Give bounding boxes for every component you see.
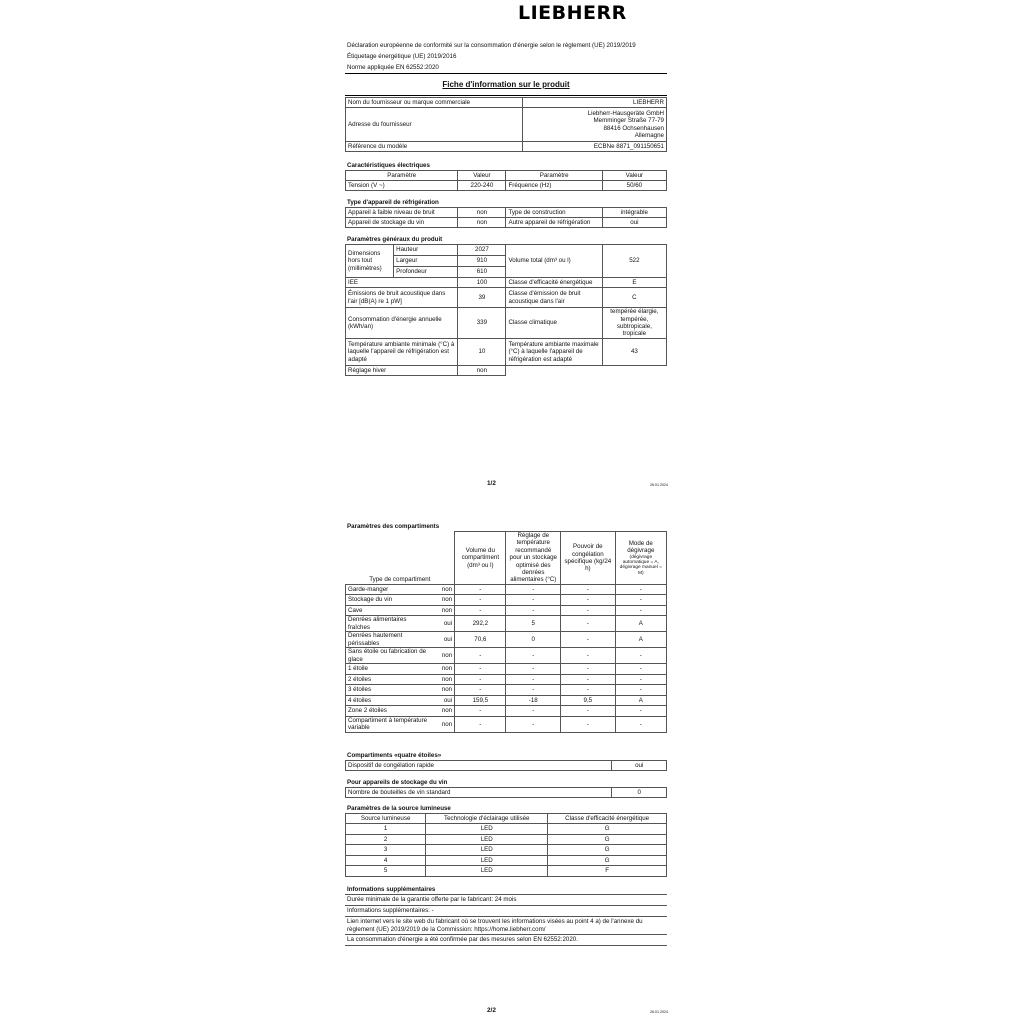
table-cell: 4 étoiles [346, 695, 433, 706]
table-row [346, 824, 667, 835]
table-cell: - [615, 595, 666, 606]
extra-title: Informations supplémentaires [347, 886, 436, 893]
table-cell: oui [432, 632, 454, 648]
table-row [346, 595, 667, 606]
table-cell: 0 [506, 632, 561, 648]
table-cell: - [615, 648, 666, 664]
voltage-value: 220-240 [458, 181, 506, 191]
appliance-type-title: Type d'appareil de réfrigération [347, 199, 439, 206]
dim-label: Hauteur [394, 245, 458, 256]
table-cell: - [506, 648, 561, 664]
table-cell: non [432, 584, 454, 595]
table-cell: - [506, 595, 561, 606]
table-cell: 2 [346, 834, 426, 845]
table-cell: 5 [346, 866, 426, 877]
appliance-type-table [345, 207, 667, 228]
address-line: Memminger Straße 77-79 [593, 117, 664, 125]
page-number: 1/2 [487, 480, 496, 487]
dim-value: 2027 [458, 245, 506, 256]
table-cell: - [561, 616, 616, 632]
table-cell: 70,6 [455, 632, 506, 648]
header-cell: Classe d'efficacité énergétique [548, 814, 667, 824]
header-freeze: Pouvoir de congélation spécifique (kg/24 h) [561, 532, 616, 585]
table-cell: - [615, 664, 666, 675]
dim-value: 610 [458, 267, 506, 278]
table-cell: - [615, 716, 666, 732]
table-cell: non [432, 605, 454, 616]
page-number: 2/2 [487, 1007, 496, 1014]
table-cell: - [561, 674, 616, 685]
header-line-1: Déclaration européenne de conformité sur la consommation d'énergie selon le règlement (UE) 2019/2019 [347, 42, 636, 49]
dimensions-label: Dimensions hors tout (millimètres) [346, 245, 394, 278]
table-cell: Température ambiante minimale (°C) à laquelle l'appareil de réfrigération est adapté [346, 339, 458, 366]
header-cell: Valeur [602, 171, 666, 181]
header-cell: Paramètre [506, 171, 602, 181]
header-cell: Paramètre [346, 171, 458, 181]
address-line: Allemagne [634, 131, 664, 139]
table-cell: A [615, 695, 666, 706]
compartments-table [345, 531, 667, 733]
header-cell: Valeur [458, 171, 506, 181]
light-table [345, 813, 667, 877]
table-cell: E [602, 278, 666, 288]
supplier-name-value: LIEBHERR [522, 98, 666, 108]
table-cell: - [455, 674, 506, 685]
header-line-2: Étiquetage énergétique (UE) 2019/2016 [347, 53, 457, 60]
defrost-label: Mode de dégivrage [627, 539, 655, 555]
supplier-address-value [522, 108, 666, 142]
dim-label: Largeur [394, 256, 458, 267]
table-row [346, 706, 667, 717]
table-cell: LED [426, 866, 548, 877]
table-cell: Denrées hautement périssables [346, 632, 433, 648]
table-cell: Autre appareil de réfrigération [506, 218, 602, 228]
website-line: Lien internet vers le site web du fabricant où se trouvent les informations visées au point 4 a) de l'annexe du règlement (UE) 2019/2019 de la Commission: https://home.liebherr.com/ [345, 917, 667, 935]
quick-freeze-label: Dispositif de congélation rapide [346, 761, 612, 771]
table-cell: - [506, 664, 561, 675]
table-cell: non [432, 664, 454, 675]
wine-title: Pour appareils de stockage du vin [347, 779, 448, 786]
table-cell: - [615, 605, 666, 616]
table-cell: - [615, 685, 666, 696]
supplier-table [345, 97, 667, 152]
table-cell: -18 [506, 695, 561, 706]
table-cell: non [432, 716, 454, 732]
table-cell: Compartiment à température variable [346, 716, 433, 732]
table-cell: Appareil à faible niveau de bruit [346, 208, 458, 218]
title-rule [345, 95, 667, 96]
table-cell: - [455, 648, 506, 664]
table-cell: non [432, 706, 454, 717]
table-cell: - [506, 716, 561, 732]
table-cell: 39 [458, 288, 506, 308]
supplier-name-label: Nom du fournisseur ou marque commerciale [346, 98, 523, 108]
table-cell: tempérée élargie, tempérée, subtropicale, tropicale [602, 308, 666, 339]
table-row [346, 616, 667, 632]
table-cell: 339 [458, 308, 506, 339]
table-cell: Classe climatique [506, 308, 602, 339]
electrical-title: Caractéristiques électriques [347, 162, 430, 169]
table-cell: G [548, 845, 667, 856]
table-cell: IEE [346, 278, 458, 288]
frequency-value: 50/60 [602, 181, 666, 191]
table-cell: A [615, 632, 666, 648]
table-cell: 292,2 [455, 616, 506, 632]
winter-value: non [458, 366, 506, 376]
table-cell: - [561, 595, 616, 606]
table-cell: - [561, 685, 616, 696]
dim-label: Profondeur [394, 267, 458, 278]
table-cell: - [455, 595, 506, 606]
table-row [346, 845, 667, 856]
table-cell: oui [602, 218, 666, 228]
table-cell: - [615, 584, 666, 595]
table-cell: - [506, 685, 561, 696]
table-cell: - [506, 605, 561, 616]
table-row [346, 695, 667, 706]
general-table [345, 244, 667, 376]
header-defrost [615, 532, 666, 585]
table-cell: LED [426, 824, 548, 835]
volume-value: 522 [602, 245, 666, 278]
table-cell: - [561, 648, 616, 664]
page-title: Fiche d'information sur le produit [442, 80, 570, 89]
warranty-line: Durée minimale de la garantie offerte par le fabricant: 24 mois [345, 895, 667, 906]
table-cell: Consommation d'énergie annuelle (kWh/an) [346, 308, 458, 339]
table-cell: - [615, 674, 666, 685]
extra-info-line: Informations supplémentaires: - [345, 906, 667, 917]
table-cell: non [458, 218, 506, 228]
volume-label: Volume total (dm³ ou l) [506, 245, 602, 278]
wine-table [345, 787, 667, 798]
table-cell: 9,5 [561, 695, 616, 706]
table-cell: non [432, 674, 454, 685]
table-cell: Température ambiante maximale (°C) à laquelle l'appareil de réfrigération est adapté [506, 339, 602, 366]
energy-confirm-line: La consommation d'énergie a été confirmée par des mesures selon EN 62552:2020. [345, 935, 667, 946]
model-label: Référence du modèle [346, 142, 523, 152]
table-row [346, 632, 667, 648]
table-cell: G [548, 855, 667, 866]
page-date: 26.01.2024 [650, 483, 668, 487]
table-cell: - [615, 706, 666, 717]
table-cell: Appareil de stockage du vin [346, 218, 458, 228]
table-cell: - [455, 605, 506, 616]
table-cell: 4 [346, 855, 426, 866]
address-line: 88416 Ochsenhausen [603, 124, 664, 132]
table-cell: - [455, 706, 506, 717]
table-row [346, 648, 667, 664]
table-cell: Classe d'émission de bruit acoustique dans l'air [506, 288, 602, 308]
table-cell: - [561, 605, 616, 616]
extra-table [345, 894, 667, 946]
header-cell: Source lumineuse [346, 814, 426, 824]
table-cell: 10 [458, 339, 506, 366]
compartments-title: Paramètres des compartiments [347, 523, 440, 530]
table-cell: - [455, 716, 506, 732]
table-row [346, 664, 667, 675]
table-cell: Type de construction [506, 208, 602, 218]
table-cell: C [602, 288, 666, 308]
table-cell: Garde-manger [346, 584, 433, 595]
table-cell: - [506, 674, 561, 685]
header-line-3: Norme appliquée EN 62552:2020 [347, 64, 439, 71]
table-cell: 1 étoile [346, 664, 433, 675]
header-cell: Technologie d'éclairage utilisée [426, 814, 548, 824]
table-cell: non [432, 685, 454, 696]
wine-bottles-label: Nombre de bouteilles de vin standard [346, 788, 612, 798]
table-row [346, 685, 667, 696]
table-row [346, 834, 667, 845]
supplier-address-label: Adresse du fournisseur [346, 108, 523, 142]
table-cell: - [455, 664, 506, 675]
table-cell: Cave [346, 605, 433, 616]
winter-label: Réglage hiver [346, 366, 458, 376]
table-cell: 100 [458, 278, 506, 288]
table-cell: 1 [346, 824, 426, 835]
table-cell: 3 [346, 845, 426, 856]
table-cell: non [432, 648, 454, 664]
table-row [346, 674, 667, 685]
table-cell: Stockage du vin [346, 595, 433, 606]
voltage-label: Tension (V ~) [346, 181, 458, 191]
quick-freeze-value: oui [612, 761, 667, 771]
empty-cell [506, 366, 667, 376]
table-row [346, 866, 667, 877]
table-cell: Classe d'efficacité énergétique [506, 278, 602, 288]
table-row [346, 584, 667, 595]
table-cell: A [615, 616, 666, 632]
liebherr-logo: LIEBHERR [518, 2, 627, 24]
table-cell: Sans étoile ou fabrication de glace [346, 648, 433, 664]
header-temp: Réglage de température recommandé pour un stockage optimisé des denrées alimentaires (°C) [506, 532, 561, 585]
table-cell: - [561, 664, 616, 675]
table-cell: - [506, 584, 561, 595]
electrical-table [345, 170, 667, 191]
table-cell: non [458, 208, 506, 218]
table-cell: - [455, 584, 506, 595]
table-cell: Émissions de bruit acoustique dans l'air [dB(A) re 1 pW] [346, 288, 458, 308]
table-cell: - [506, 706, 561, 717]
table-cell: 5 [506, 616, 561, 632]
table-cell: Zone 2 étoiles [346, 706, 433, 717]
table-cell: LED [426, 855, 548, 866]
four-star-title: Compartiments «quatre étoiles» [347, 752, 442, 759]
table-row [346, 855, 667, 866]
table-cell: 3 étoiles [346, 685, 433, 696]
header-type: Type de compartiment [346, 532, 455, 585]
table-cell: LED [426, 845, 548, 856]
table-cell: G [548, 834, 667, 845]
header-volume: Volume du compartiment (dm³ ou l) [455, 532, 506, 585]
table-cell: - [455, 685, 506, 696]
table-cell: oui [432, 695, 454, 706]
defrost-note: (dégivrage automatique = A, dégivrage manuel = M) [619, 554, 662, 576]
table-cell: oui [432, 616, 454, 632]
table-cell: - [561, 632, 616, 648]
frequency-label: Fréquence (Hz) [506, 181, 602, 191]
address-line: Liebherr-Hausgeräte GmbH [587, 109, 664, 117]
table-cell: 2 étoiles [346, 674, 433, 685]
table-cell: - [561, 716, 616, 732]
table-cell: LED [426, 834, 548, 845]
table-cell: F [548, 866, 667, 877]
light-title: Paramètres de la source lumineuse [347, 805, 451, 812]
header-rule [345, 73, 667, 74]
table-cell: - [561, 706, 616, 717]
table-cell: Denrées alimentaires fraîches [346, 616, 433, 632]
model-value: ECBNe 8871_091150651 [522, 142, 666, 152]
table-cell: 43 [602, 339, 666, 366]
table-cell: G [548, 824, 667, 835]
table-cell: - [561, 584, 616, 595]
table-cell: intégrable [602, 208, 666, 218]
wine-bottles-value: 0 [612, 788, 667, 798]
table-row [346, 605, 667, 616]
table-cell: non [432, 595, 454, 606]
page-date: 26.01.2024 [650, 1010, 668, 1014]
general-title: Paramètres généraux du produit [347, 236, 443, 243]
dim-value: 910 [458, 256, 506, 267]
table-row [346, 716, 667, 732]
four-star-table [345, 760, 667, 771]
table-cell: 159,5 [455, 695, 506, 706]
